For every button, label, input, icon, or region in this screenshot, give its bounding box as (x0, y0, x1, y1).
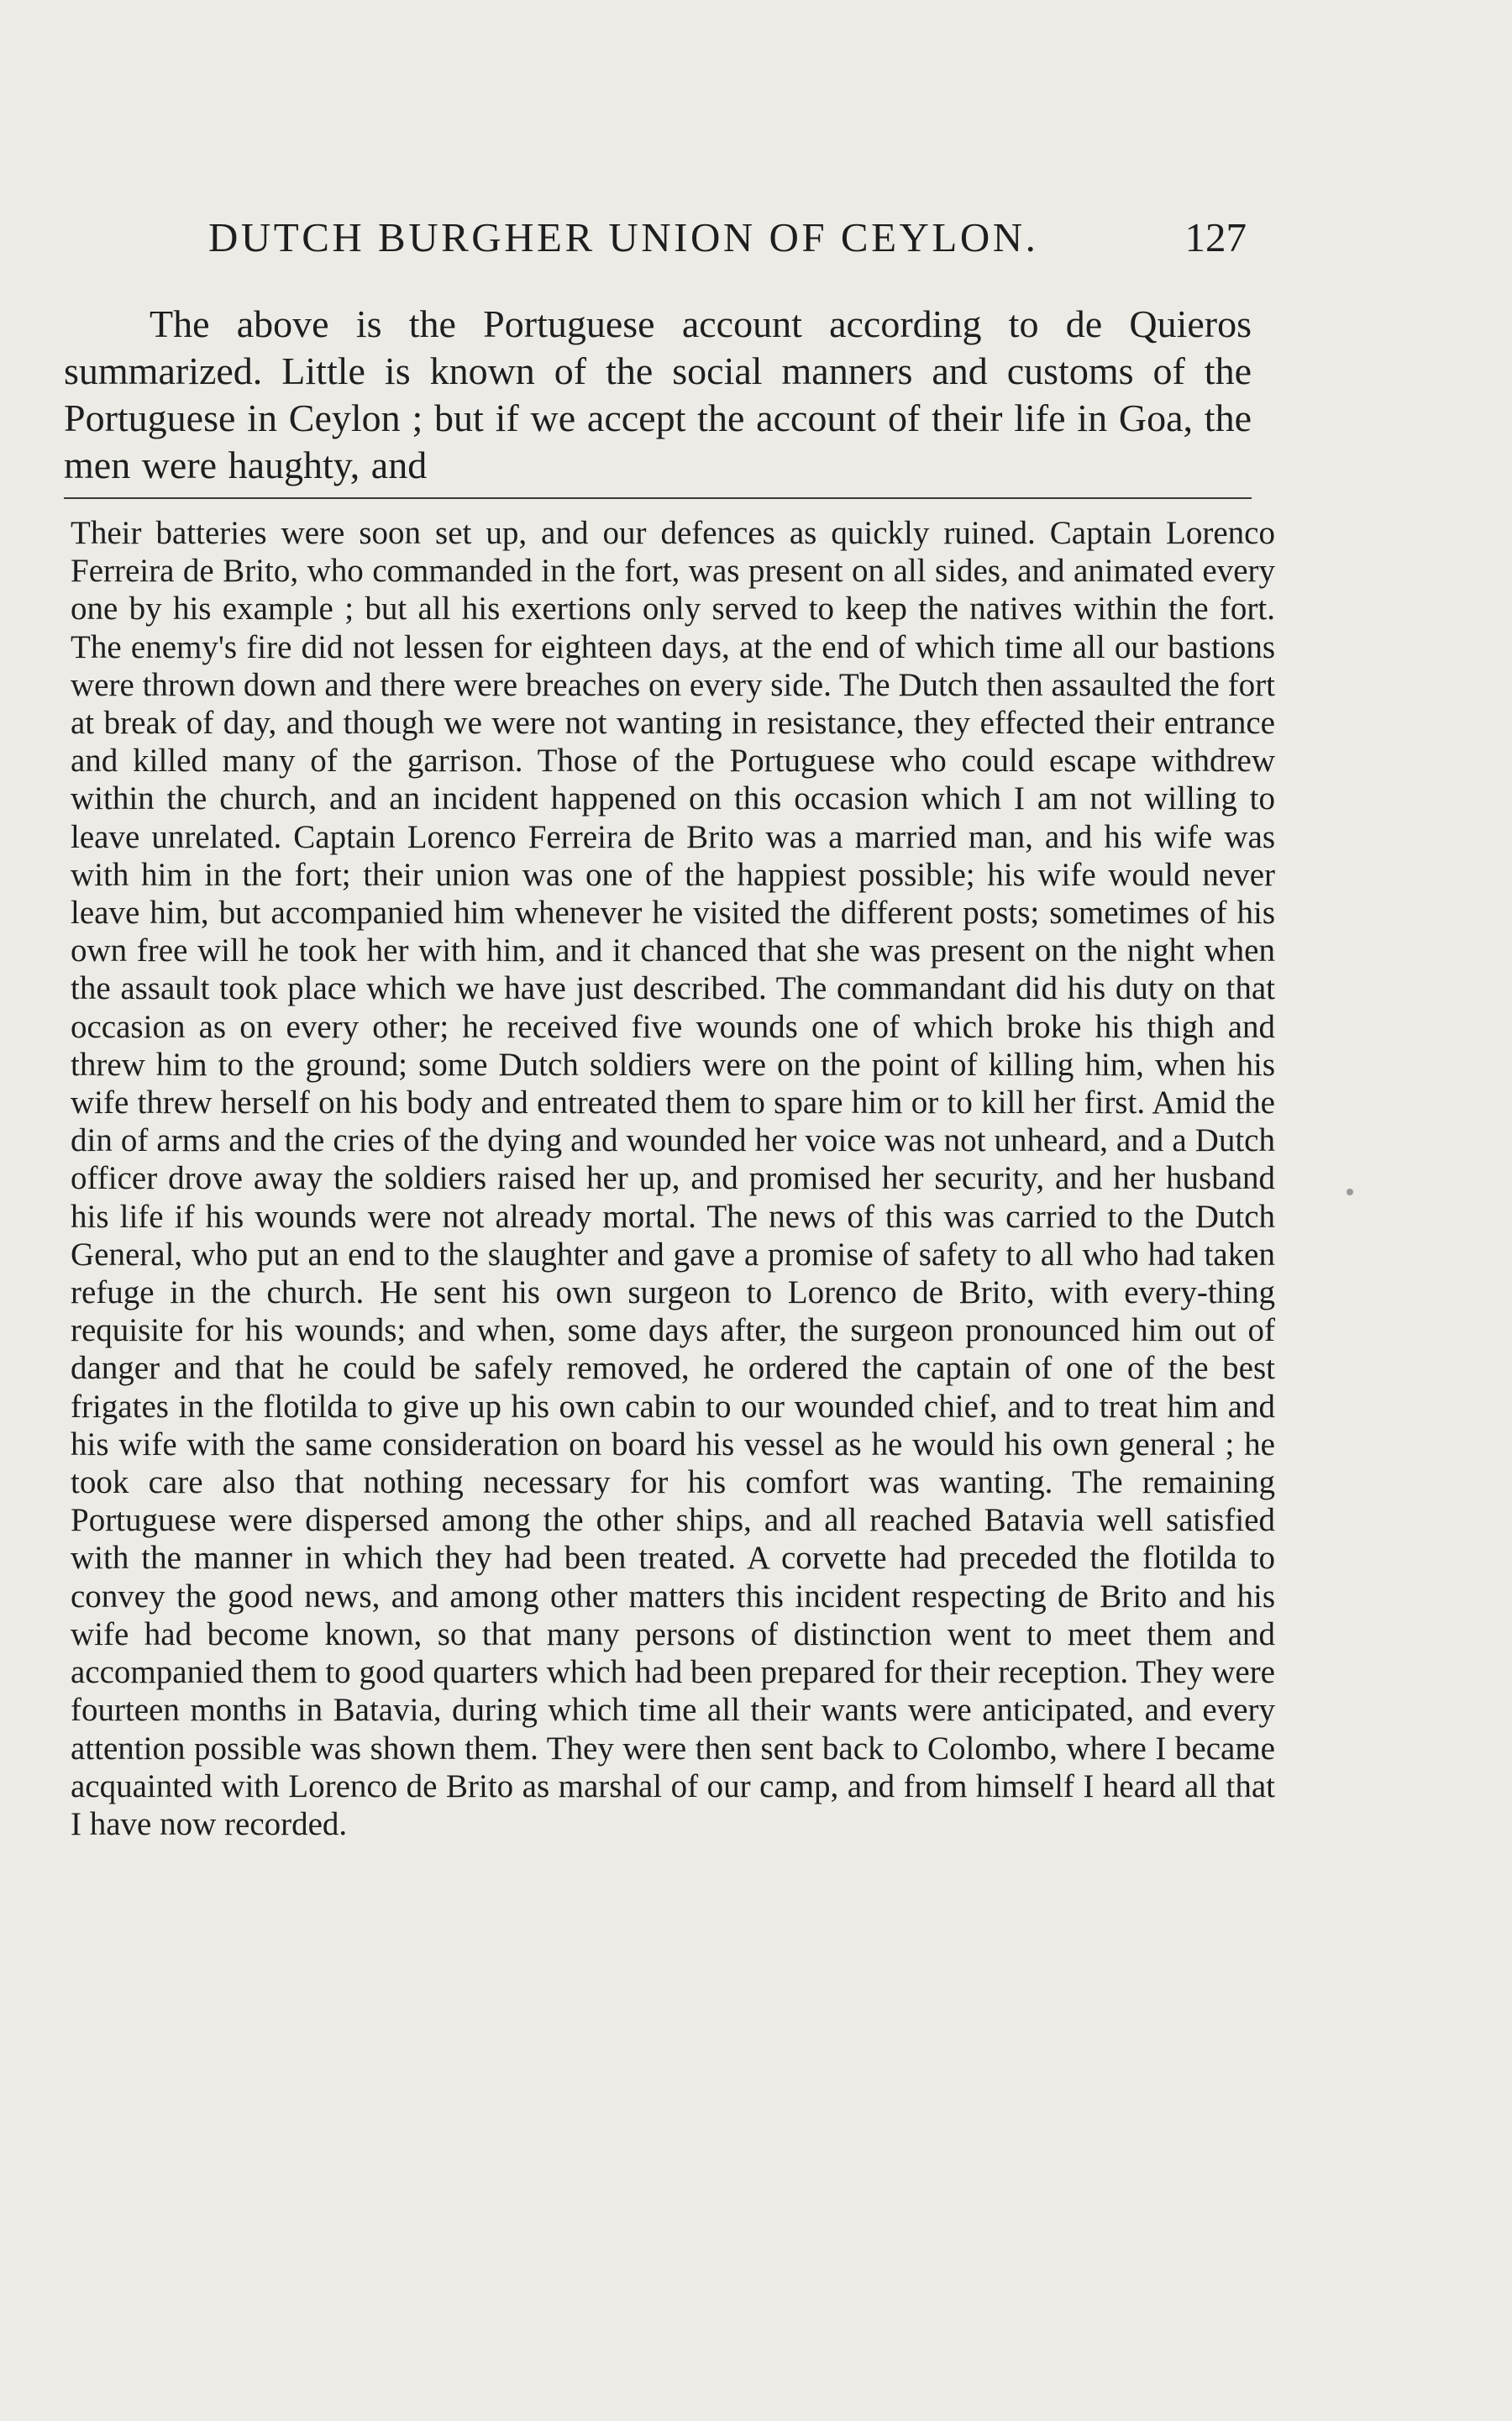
footnote-divider (64, 497, 1252, 499)
running-head-title: DUTCH BURGHER UNION OF CEYLON. (208, 214, 1039, 260)
main-paragraph: The above is the Portuguese account according to de Quieros summarized. Little is known of the social manners and customs of the Portuguese in Ceylon ; but if we accept the account of their life in Goa, the men were haughty, and (64, 302, 1252, 486)
footnote-paragraph: Their batteries were soon set up, and our defences as quickly ruined. Captain Lorenco Ferreira de Brito, who commanded in the fort, was present on all sides, and animated every one by his example ; but all his exertions only served to keep the natives within the fort. The enemy's fire did not lessen for eighteen days, at the end of which time all our bastions were thrown down and there were breaches on every side. The Dutch then assaulted the fort at break of day, and though we were not wanting in resistance, they effected their entrance and killed many of the garrison. Those of the Portuguese who could escape withdrew within the church, and an incident happened on this occasion which I am not willing to leave unrelated. Captain Lorenco Ferreira de Brito was a married man, and his wife was with him in the fort; their union was one of the happiest possible; his wife would never leave him, but accompanied him whenever he visited the different posts; sometimes of his own free will he took her with him, and it chanced that she was present on the night when the assault took place which we have just described. The commandant did his duty on that occasion as on every other; he received five wounds one of which broke his thigh and threw him to the ground; some Dutch soldiers were on the point of killing him, when his wife threw herself on his body and entreated them to spare him or to kill her first. Amid the din of arms and the cries of the dying and wounded her voice was not unheard, and a Dutch officer drove away the soldiers raised her up, and promised her security, and her husband his life if his wounds were not already mortal. The news of this was carried to the Dutch General, who put an end to the slaughter and gave a promise of safety to all who had taken refuge in the church. He sent his own surgeon to Lorenco de Brito, with every-thing requisite for his wounds; and when, some days after, the surgeon pronounced him out of danger and that he could be safely removed, he ordered the captain of one of the best frigates in the flotilda to give up his own cabin to our wounded chief, and to treat him and his wife with the same consideration on board his vessel as he would his own general ; he took care also that nothing necessary for his comfort was wanting. The remaining Portuguese were dispersed among the other ships, and all reached Batavia well satisfied with the manner in which they had been treated. A corvette had preceded the flotilda to convey the good news, and among other matters this incident respecting de Brito and his wife had become known, so that many persons of distinction went to meet them and accompanied them to good quarters which had been prepared for their reception. They were fourteen months in Batavia, during which time all their wants were anticipated, and every attention possible was shown them. They were then sent back to Colombo, where I became acquainted with Lorenco de Brito as marshal of our camp, and from himself I heard all that I have now recorded. (71, 515, 1275, 1842)
running-head (208, 208, 1247, 267)
page-number: 127 (1184, 214, 1247, 260)
print-speck (1347, 1189, 1353, 1195)
